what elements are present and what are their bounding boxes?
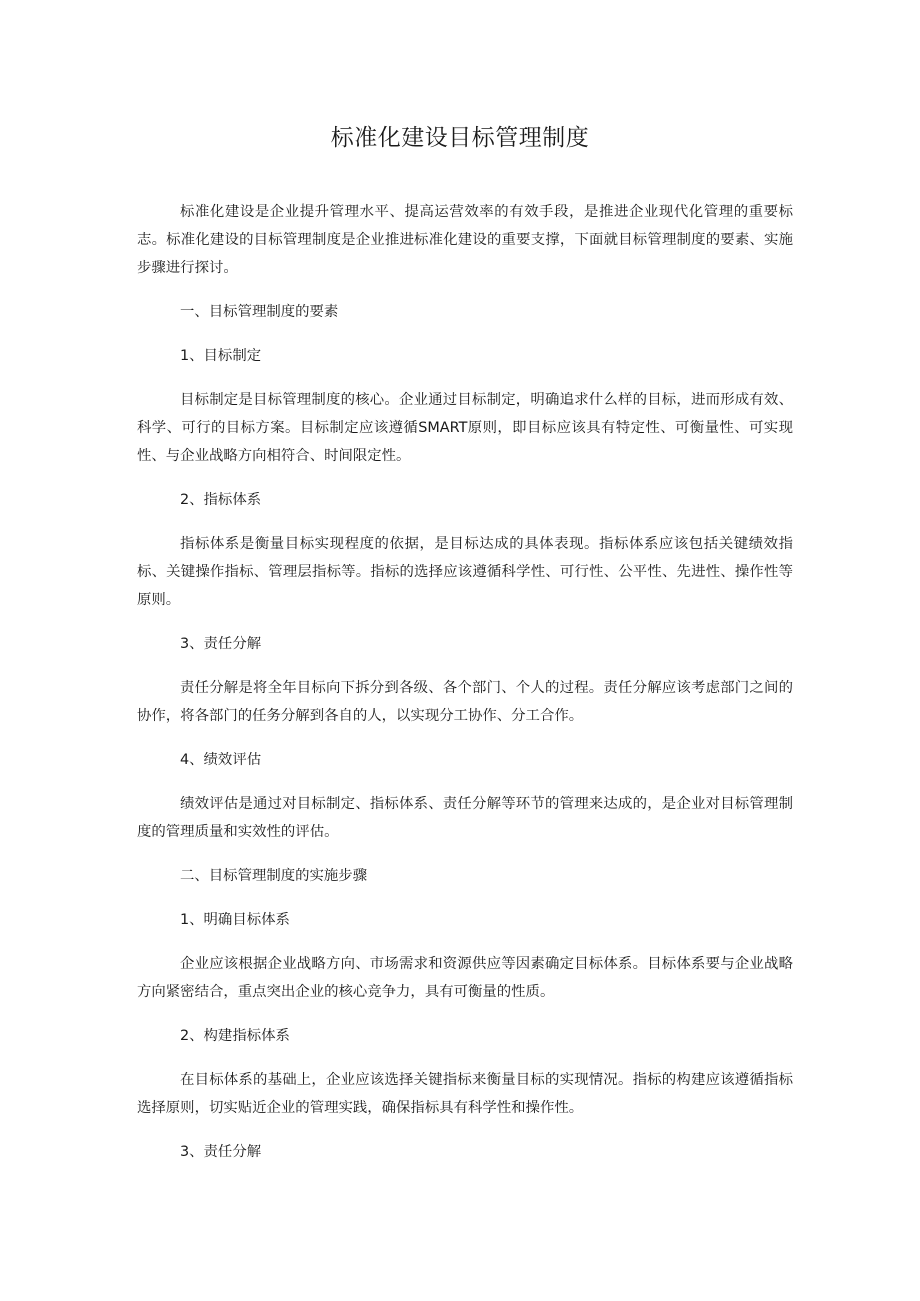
subheading-define-goals: 1、明确目标体系: [180, 912, 290, 928]
paragraph-indicator-system: 指标体系是衡量目标实现程度的依据，是目标达成的具体表现。指标体系应该包括关键绩效指标、关键操作指标、管理层指标等。指标的选择应该遵循科学性、可行性、公平性、先进性、操作性等原则。: [137, 536, 793, 608]
document-body: [137, 198, 793, 1182]
paragraph-goal-setting: 目标制定是目标管理制度的核心。企业通过目标制定，明确追求什么样的目标，进而形成有效、科学、可行的目标方案。目标制定应该遵循SMART原则，即目标应该具有特定性、可衡量性、可实现性、与企业战略方向相符合、时间限定性。: [137, 392, 793, 464]
subheading-indicator-system: 2、指标体系: [180, 492, 262, 508]
section-heading-steps: 二、目标管理制度的实施步骤: [180, 868, 368, 884]
section-heading-elements: 一、目标管理制度的要素: [180, 304, 339, 320]
paragraph-responsibility: 责任分解是将全年目标向下拆分到各级、各个部门、个人的过程。责任分解应该考虑部门之间的协作，将各部门的任务分解到各自的人，以实现分工协作、分工合作。: [137, 680, 793, 724]
paragraph-build-indicators: 在目标体系的基础上，企业应该选择关键指标来衡量目标的实现情况。指标的构建应该遵循指标选择原则，切实贴近企业的管理实践，确保指标具有科学性和操作性。: [137, 1072, 793, 1116]
paragraph-define-goals: 企业应该根据企业战略方向、市场需求和资源供应等因素确定目标体系。目标体系要与企业战略方向紧密结合，重点突出企业的核心竞争力，具有可衡量的性质。: [137, 956, 793, 1000]
subheading-goal-setting: 1、目标制定: [180, 348, 262, 364]
paragraph-performance: 绩效评估是通过对目标制定、指标体系、责任分解等环节的管理来达成的，是企业对目标管理制度的管理质量和实效性的评估。: [137, 796, 793, 840]
subheading-responsibility: 3、责任分解: [180, 636, 262, 652]
subheading-performance: 4、绩效评估: [180, 752, 262, 768]
document-title: 标准化建设目标管理制度: [330, 125, 590, 151]
subheading-responsibility-2: 3、责任分解: [180, 1144, 262, 1160]
subheading-build-indicators: 2、构建指标体系: [180, 1028, 290, 1044]
intro-paragraph: 标准化建设是企业提升管理水平、提高运营效率的有效手段，是推进企业现代化管理的重要标志。标准化建设的目标管理制度是企业推进标准化建设的重要支撑，下面就目标管理制度的要素、实施步骤进行探讨。: [137, 204, 793, 276]
